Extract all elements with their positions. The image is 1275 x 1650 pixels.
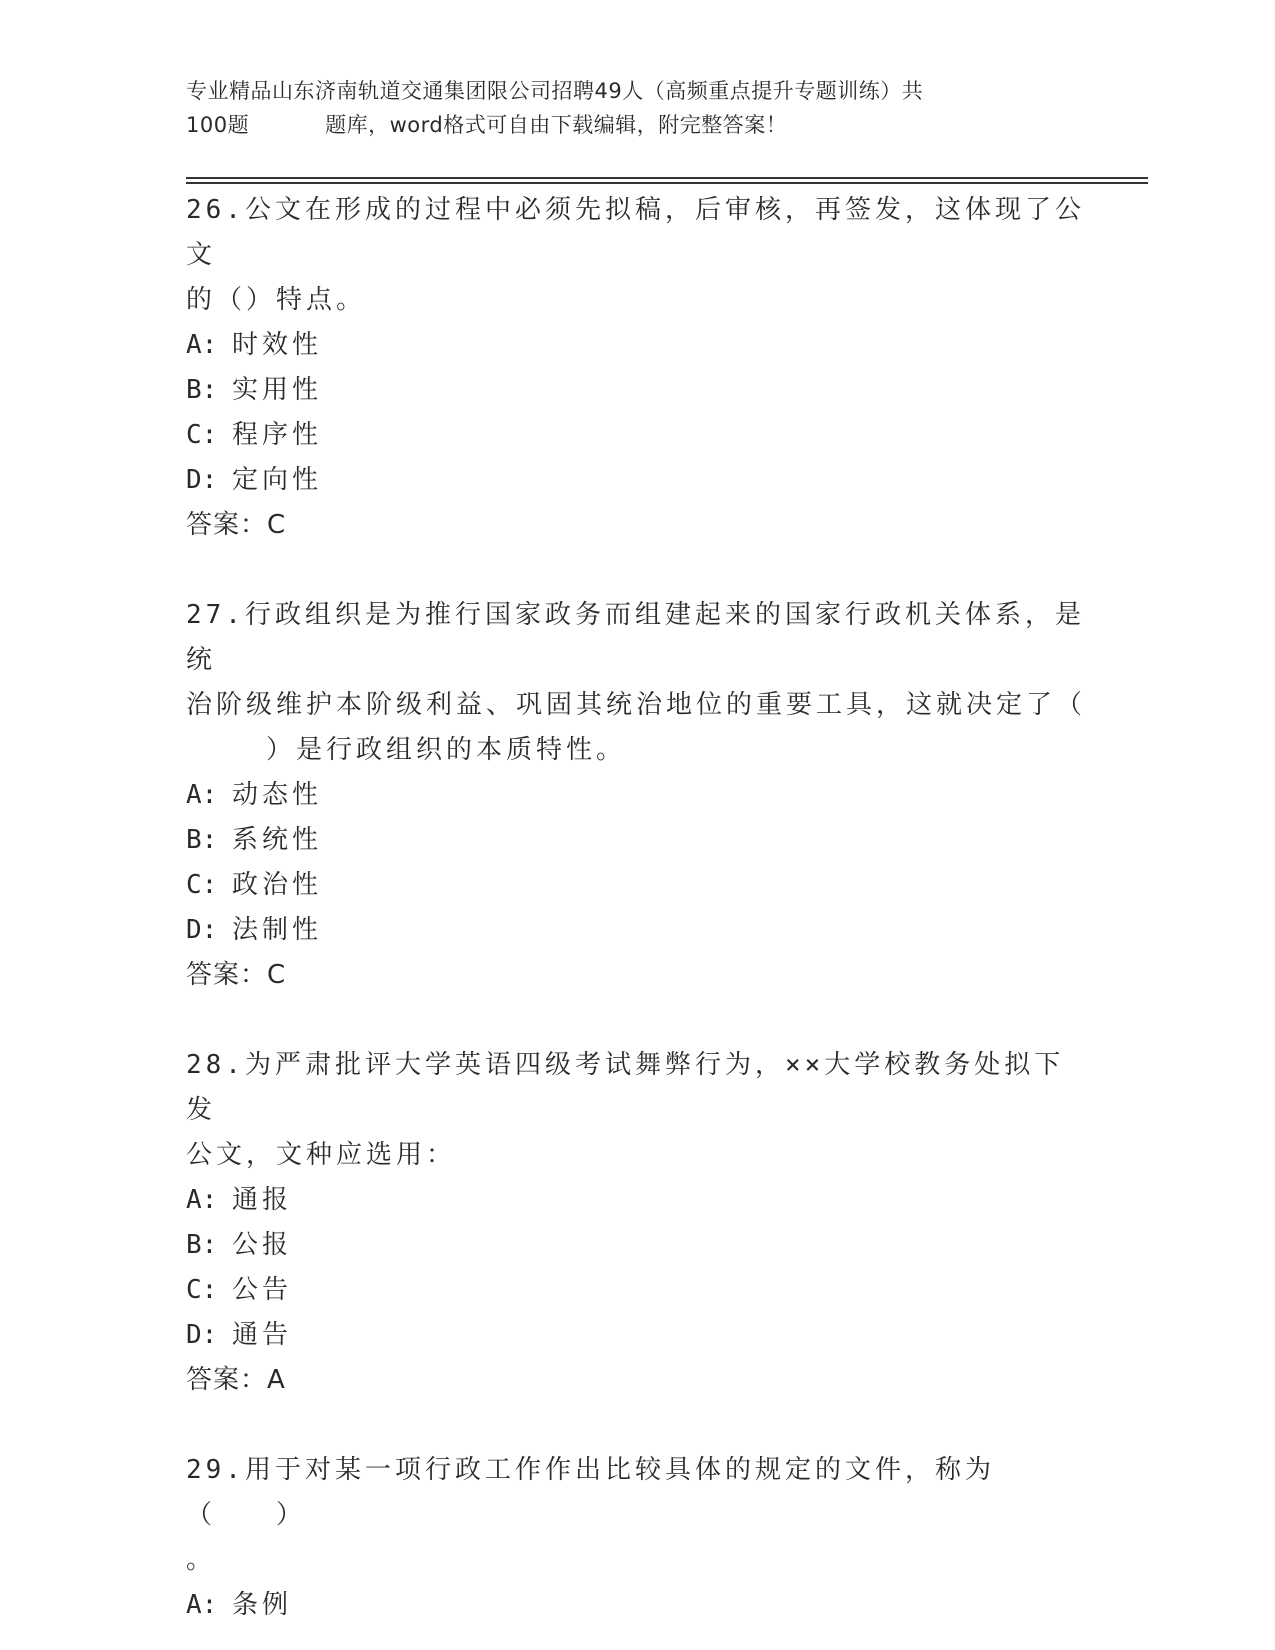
option-key: A:	[186, 780, 218, 810]
option-text: 条例	[232, 1590, 293, 1620]
stem-line-text: ）是行政组织的本质特性。	[266, 735, 627, 765]
header-line-2-count: 100题	[186, 113, 250, 137]
option-c	[186, 863, 1086, 908]
option-a	[186, 1583, 1086, 1628]
option-d	[186, 1313, 1086, 1358]
question-26	[186, 188, 1086, 548]
option-key: D:	[186, 1320, 218, 1350]
stem-line: 。	[186, 1545, 217, 1575]
option-key: C:	[186, 870, 218, 900]
answer: 答案：C	[186, 510, 287, 540]
header-line-2	[186, 108, 1086, 142]
stem-line	[186, 728, 1086, 773]
option-key: A:	[186, 330, 218, 360]
question-27	[186, 593, 1086, 998]
question-29	[186, 1448, 1086, 1628]
option-text: 法制性	[232, 915, 323, 945]
option-key: B:	[186, 375, 218, 405]
option-a	[186, 323, 1086, 368]
answer: 答案：C	[186, 960, 287, 990]
option-key: C:	[186, 1275, 218, 1305]
option-text: 公报	[232, 1230, 293, 1260]
answer: 答案：A	[186, 1365, 286, 1395]
header-divider-top	[186, 177, 1148, 179]
option-text: 通报	[232, 1185, 293, 1215]
option-a	[186, 773, 1086, 818]
question-stem	[186, 593, 1086, 773]
option-c	[186, 1268, 1086, 1313]
stem-line: 治阶级维护本阶级利益、巩固其统治地位的重要工具，这就决定了（	[186, 690, 1087, 720]
option-text: 系统性	[232, 825, 323, 855]
option-d	[186, 908, 1086, 953]
question-stem	[186, 1448, 1086, 1583]
option-a	[186, 1178, 1086, 1223]
option-key: B:	[186, 1230, 218, 1260]
option-key: D:	[186, 915, 218, 945]
option-text: 通告	[232, 1320, 293, 1350]
option-key: D:	[186, 465, 218, 495]
option-text: 定向性	[232, 465, 323, 495]
stem-line: 27.行政组织是为推行国家政务而组建起来的国家行政机关体系，是统	[186, 600, 1085, 675]
option-text: 时效性	[232, 330, 323, 360]
question-list	[186, 188, 1086, 1628]
option-c	[186, 413, 1086, 458]
option-key: C:	[186, 420, 218, 450]
option-b	[186, 368, 1086, 413]
option-text: 程序性	[232, 420, 323, 450]
header-line-2-text: 题库，word格式可自由下载编辑，附完整答案！	[325, 113, 788, 137]
question-28	[186, 1043, 1086, 1403]
option-text: 动态性	[232, 780, 323, 810]
option-b	[186, 1223, 1086, 1268]
option-text: 实用性	[232, 375, 323, 405]
option-key: A:	[186, 1590, 218, 1620]
option-d	[186, 458, 1086, 503]
question-stem	[186, 188, 1086, 323]
question-stem	[186, 1043, 1086, 1178]
document-header	[186, 74, 1086, 142]
stem-line: 公文，文种应选用：	[186, 1140, 457, 1170]
stem-line: 28.为严肃批评大学英语四级考试舞弊行为，××大学校教务处拟下发	[186, 1050, 1065, 1125]
header-divider-bottom	[186, 182, 1148, 184]
stem-line: 的（）特点。	[186, 285, 367, 315]
option-key: B:	[186, 825, 218, 855]
stem-line: 29.用于对某一项行政工作作出比较具体的规定的文件，称为（ ）	[186, 1455, 995, 1530]
option-key: A:	[186, 1185, 218, 1215]
option-text: 公告	[232, 1275, 293, 1305]
header-line-1: 专业精品山东济南轨道交通集团限公司招聘49人（高频重点提升专题训练）共	[186, 79, 924, 103]
option-text: 政治性	[232, 870, 323, 900]
option-b	[186, 818, 1086, 863]
stem-line: 26.公文在形成的过程中必须先拟稿，后审核，再签发，这体现了公文	[186, 195, 1085, 270]
